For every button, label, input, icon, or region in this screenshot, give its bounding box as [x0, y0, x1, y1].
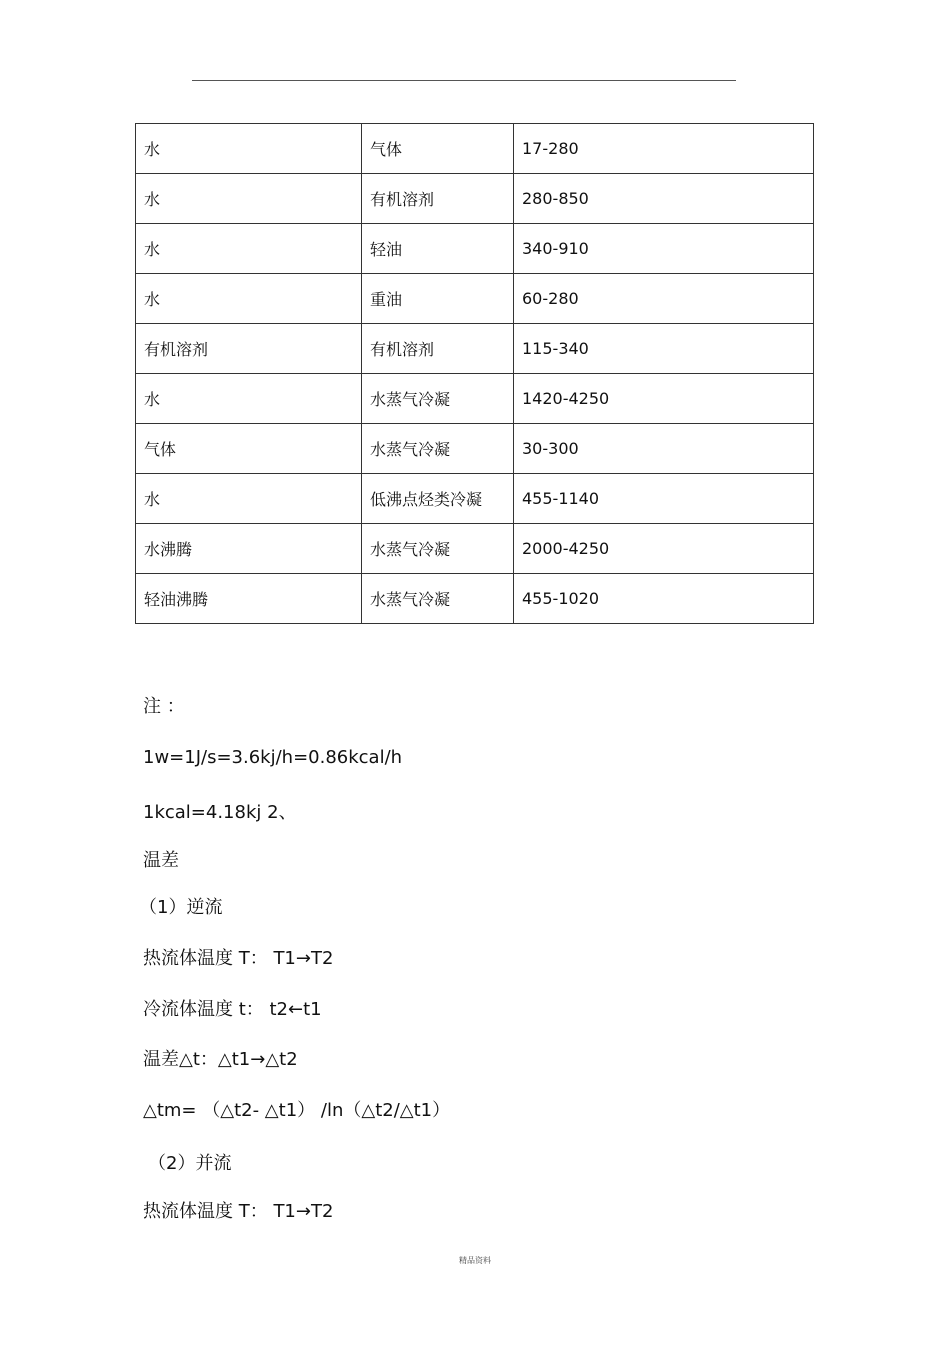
temperature-difference-line: 温差△t：△t1→△t2: [143, 1049, 298, 1070]
table-cell: 水: [136, 474, 362, 524]
table-row: [136, 474, 814, 524]
table-cell: 水: [136, 174, 362, 224]
table-cell: 280-850: [514, 174, 814, 224]
table-row: [136, 524, 814, 574]
table-cell: 重油: [362, 274, 514, 324]
table-cell: 1420-4250: [514, 374, 814, 424]
table-cell: 气体: [136, 424, 362, 474]
table-cell: 有机溶剂: [136, 324, 362, 374]
note-label: 注 ：: [143, 696, 185, 717]
table-cell: 气体: [362, 124, 514, 174]
table-row: [136, 424, 814, 474]
table-cell: 水蒸气冷凝: [362, 424, 514, 474]
table-row: [136, 224, 814, 274]
hot-fluid-temperature-line: 热流体温度 T： T1→T2: [143, 948, 334, 969]
lmtd-formula-line: △tm= （△t2- △t1） /ln（△t2/△t1）: [143, 1100, 451, 1121]
heat-transfer-table: [135, 123, 814, 624]
table-row: [136, 124, 814, 174]
table-cell: 轻油: [362, 224, 514, 274]
table-cell: 340-910: [514, 224, 814, 274]
subsection-counterflow: （1）逆流: [139, 897, 223, 918]
unit-conversion-line-2: 1kcal=4.18kj 2、: [143, 802, 297, 823]
table-cell: 水: [136, 274, 362, 324]
table-cell: 30-300: [514, 424, 814, 474]
table-cell: 有机溶剂: [362, 324, 514, 374]
table-body: [136, 124, 814, 624]
table-cell: 水蒸气冷凝: [362, 574, 514, 624]
table-cell: 455-1020: [514, 574, 814, 624]
table-cell: 水沸腾: [136, 524, 362, 574]
hot-fluid-temperature-line-2: 热流体温度 T： T1→T2: [143, 1201, 334, 1222]
table-cell: 2000-4250: [514, 524, 814, 574]
table-row: [136, 324, 814, 374]
unit-conversion-line-1: 1w=1J/s=3.6kj/h=0.86kcal/h: [143, 747, 403, 768]
table-cell: 60-280: [514, 274, 814, 324]
header-rule: [192, 80, 736, 81]
table-cell: 水: [136, 124, 362, 174]
table-row: [136, 574, 814, 624]
table-cell: 17-280: [514, 124, 814, 174]
table-row: [136, 274, 814, 324]
table-cell: 水蒸气冷凝: [362, 374, 514, 424]
table-cell: 115-340: [514, 324, 814, 374]
table-cell: 水蒸气冷凝: [362, 524, 514, 574]
table-row: [136, 374, 814, 424]
table-cell: 455-1140: [514, 474, 814, 524]
table-cell: 低沸点烃类冷凝: [362, 474, 514, 524]
table-row: [136, 174, 814, 224]
cold-fluid-temperature-line: 冷流体温度 t： t2←t1: [143, 999, 322, 1020]
table-cell: 轻油沸腾: [136, 574, 362, 624]
page-footer: 精品资料: [459, 1256, 491, 1265]
subsection-parallel-flow: （2）并流: [148, 1153, 232, 1174]
table-cell: 水: [136, 224, 362, 274]
section-heading-temperature-difference: 温差: [143, 850, 179, 871]
table-cell: 有机溶剂: [362, 174, 514, 224]
table-cell: 水: [136, 374, 362, 424]
